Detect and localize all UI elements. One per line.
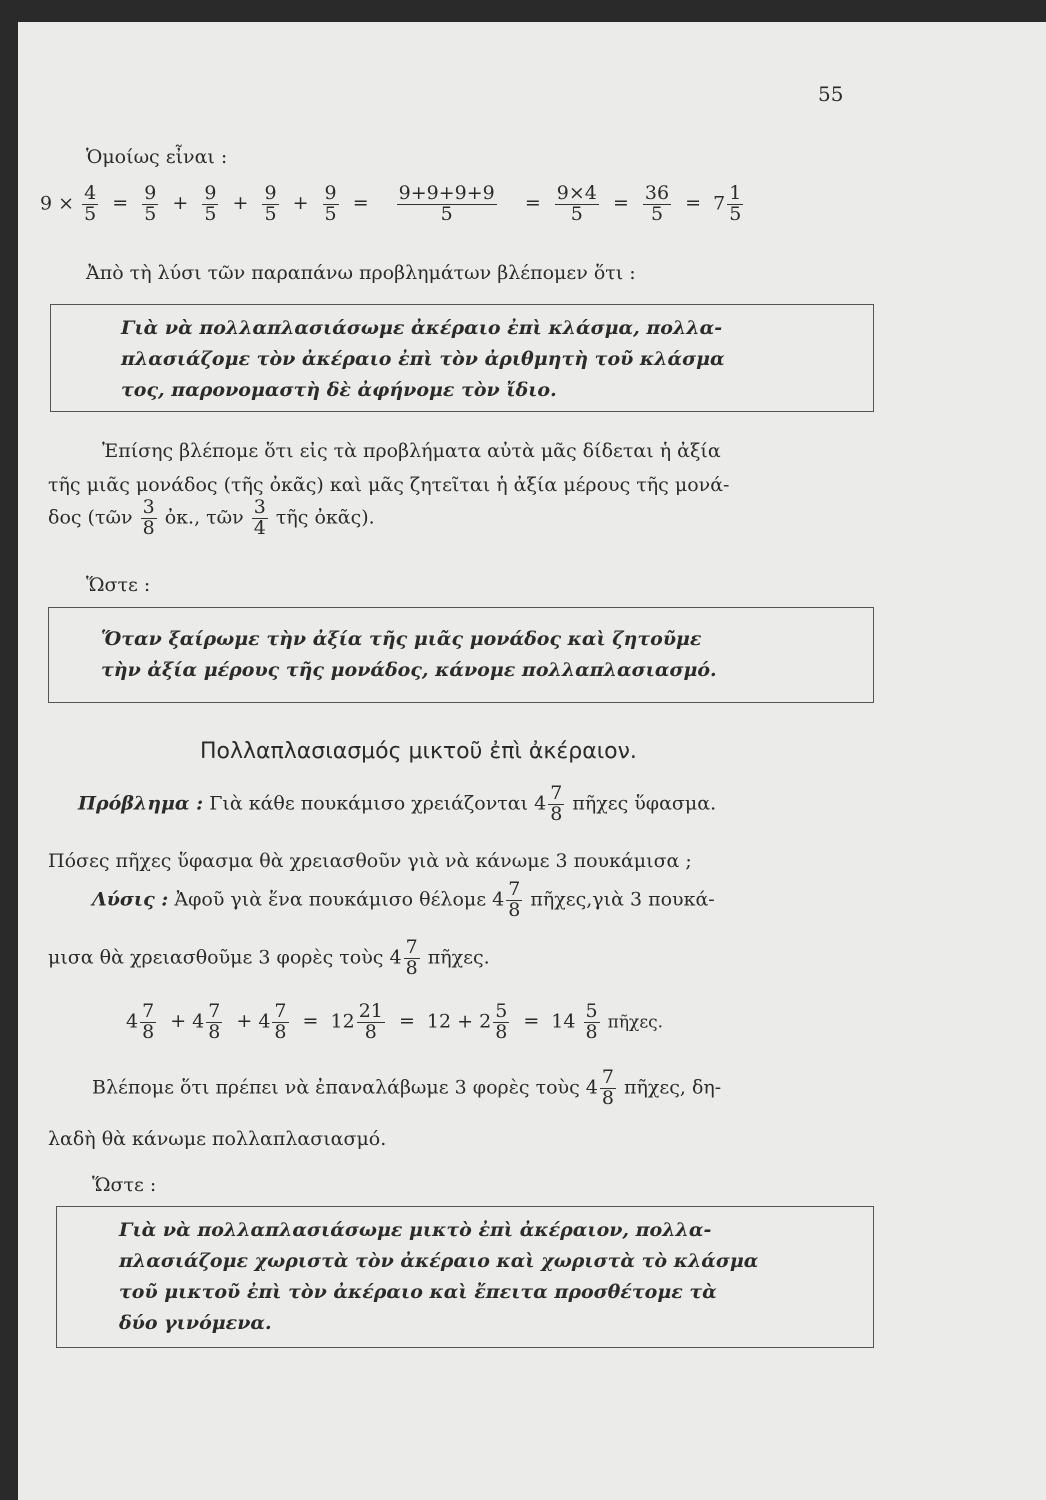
- page-number: 55: [818, 82, 844, 106]
- fraction: $\frac{9+9+9+9}{5}$: [398, 182, 495, 225]
- section-heading: Πολλαπλασιασμός μικτοῦ ἐπὶ ἀκέραιον.: [200, 739, 637, 764]
- problem-line: Πόσες πῆχες ὕφασμα θὰ χρειασθοῦν γιὰ νὰ κάνωμε 3 πουκάμισα ;: [48, 850, 692, 872]
- book-page: [18, 22, 1046, 1500]
- rule-line: τοῦ μικτοῦ ἐπὶ τὸν ἀκέραιο καὶ ἔπειτα προσθέτομε τὰ: [119, 1281, 717, 1303]
- fraction: $\frac{3}{8}$: [142, 496, 155, 539]
- fraction: $\frac{7}{8}$: [142, 1000, 155, 1043]
- fraction: $\frac{7}{8}$: [550, 782, 563, 825]
- paragraph-line: Βλέπομε ὅτι πρέπει νὰ ἐπαναλάβωμε 3 φορὲς τοὺς 4 $\frac{7}{8}$ πῆχες, δη-: [92, 1066, 722, 1109]
- paragraph-line: δος (τῶν $\frac{3}{8}$ ὀκ., τῶν $\frac{3}{4}$ τῆς ὀκᾶς).: [48, 496, 375, 539]
- paragraph-line: Ἀπὸ τὴ λύσι τῶν παραπάνω προβλημάτων βλέπομεν ὅτι :: [86, 262, 636, 284]
- fraction: $\frac{9\times 4}{5}$: [556, 182, 597, 225]
- solution-line: μισα θὰ χρειασθοῦμε 3 φορὲς τοὺς 4 $\frac{7}{8}$ πῆχες.: [48, 936, 490, 979]
- fraction: $\frac{3}{4}$: [253, 496, 266, 539]
- fraction: $\frac{9}{5}$: [144, 182, 157, 225]
- solution-line: Λύσις : Ἀφοῦ γιὰ ἕνα πουκάμισο θέλομε 4 $\frac{7}{8}$ πῆχες,γιὰ 3 πουκά-: [92, 878, 715, 921]
- fraction: $\frac{1}{5}$: [729, 182, 742, 225]
- hoste-label: Ὥστε :: [86, 574, 151, 596]
- fraction: $\frac{9}{5}$: [264, 182, 277, 225]
- fraction: $\frac{7}{8}$: [274, 1000, 287, 1043]
- solution-label: Λύσις :: [92, 888, 169, 911]
- eq1-lead: 9 ×: [40, 192, 75, 215]
- fraction: $\frac{5}{8}$: [585, 1000, 598, 1043]
- paragraph-line: λαδὴ θὰ κάνωμε πολλαπλασιασμό.: [48, 1128, 387, 1150]
- fraction: $\frac{7}{8}$: [601, 1066, 614, 1109]
- rule-line: πλασιάζομε χωριστὰ τὸν ἀκέραιο καὶ χωριστὰ τὸ κλάσμα: [119, 1250, 759, 1272]
- fraction: $\frac{4}{5}$: [84, 182, 97, 225]
- rule-line: Γιὰ νὰ πολλαπλασιάσωμε μικτὸ ἐπὶ ἀκέραιον, πολλα-: [119, 1219, 712, 1241]
- fraction: $\frac{7}{8}$: [405, 936, 418, 979]
- rule-line: τὴν ἀξία μέρους τῆς μονάδος, κάνομε πολλαπλασιασμό.: [101, 659, 717, 681]
- fraction: $\frac{7}{8}$: [208, 1000, 221, 1043]
- fraction: $\frac{9}{5}$: [324, 182, 337, 225]
- fraction: $\frac{36}{5}$: [644, 182, 670, 225]
- paragraph-line: τῆς μιᾶς μονάδος (τῆς ὀκᾶς) καὶ μᾶς ζητεῖται ἡ ἀξία μέρους τῆς μονά-: [48, 474, 730, 496]
- fraction: $\frac{9}{5}$: [204, 182, 217, 225]
- rule-line: δύο γινόμενα.: [119, 1312, 272, 1334]
- rule-line: πλασιάζομε τὸν ἀκέραιο ἐπὶ τὸν ἀριθμητὴ τοῦ κλάσμα: [121, 348, 725, 370]
- rule-line: Ὅταν ξαίρωμε τὴν ἀξία τῆς μιᾶς μονάδος καὶ ζητοῦμε: [101, 628, 702, 650]
- fraction: $\frac{5}{8}$: [495, 1000, 508, 1043]
- problem-label: Πρόβλημα :: [78, 792, 204, 815]
- equation-1: 9 × $\frac{4}{5}$ = $\frac{9}{5}$ + $\frac{9}{5}$ + $\frac{9}{5}$ + $\frac{9}{5}$ = $\frac{9+9+9+9}{5}$ = $\frac{9\times 4}{5}$ = $\frac{36}{5}$ = 7 $\frac{1}{5}$: [40, 182, 742, 225]
- equation-2: 4 $\frac{7}{8}$ + 4 $\frac{7}{8}$ + 4 $\frac{7}{8}$ = 12 $\frac{21}{8}$ = 12 + 2 $\frac{5}{8}$ = 14 $\frac{5}{8}$ πῆχες.: [126, 1000, 664, 1043]
- rule-box-1: [50, 304, 874, 412]
- rule-line: Γιὰ νὰ πολλαπλασιάσωμε ἀκέραιο ἐπὶ κλάσμα, πολλα-: [121, 317, 723, 339]
- intro-line: Ὁμοίως εἶναι :: [86, 146, 228, 168]
- rule-line: τος, παρονομαστὴ δὲ ἀφήνομε τὸν ἴδιο.: [121, 379, 557, 401]
- paragraph-line: Ἐπίσης βλέπομε ὅτι εἰς τὰ προβλήματα αὐτὰ μᾶς δίδεται ἡ ἀξία: [102, 440, 721, 462]
- fraction: $\frac{7}{8}$: [508, 878, 521, 921]
- fraction: $\frac{21}{8}$: [358, 1000, 383, 1043]
- problem-line: Πρόβλημα : Γιὰ κάθε πουκάμισο χρειάζονται 4 $\frac{7}{8}$ πῆχες ὕφασμα.: [78, 782, 717, 825]
- rule-box-3: [56, 1206, 874, 1348]
- hoste-label: Ὥστε :: [92, 1174, 157, 1196]
- rule-box-2: [48, 607, 874, 703]
